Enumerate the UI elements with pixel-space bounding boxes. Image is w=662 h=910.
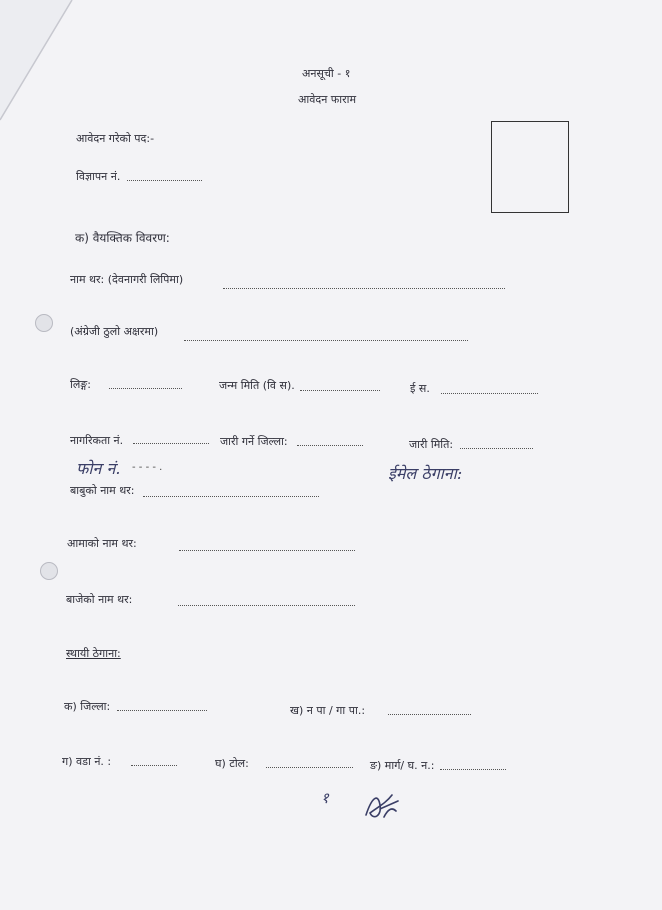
ward-no-label: ग) वडा नं. : [62,755,112,768]
handwritten-phone-label: फोन नं. [76,459,121,478]
punch-hole-bottom [40,562,58,580]
mother-name-label: आमाको नाम थर: [67,537,137,550]
municipality-field[interactable] [388,714,471,715]
punch-hole-top [35,314,53,332]
district-field[interactable] [117,710,207,711]
permanent-address-heading: स्थायी ठेगाना: [66,647,121,660]
tole-label: घ) टोल: [215,757,249,770]
name-english-field[interactable] [184,340,468,341]
marg-field[interactable] [440,769,506,770]
issue-district-field[interactable] [297,445,363,446]
handwritten-page-number: १ [321,789,329,807]
mother-name-field[interactable] [179,550,355,551]
gender-label: लिङ्ग: [70,378,91,391]
citizenship-no-field[interactable] [133,443,209,444]
phone-dots: - - - - . [132,462,163,473]
name-devanagari-field[interactable] [223,288,505,289]
grandfather-name-field[interactable] [178,605,355,606]
dob-ad-label: ई स. [410,382,430,395]
dob-ad-field[interactable] [441,393,538,394]
photo-box [491,121,569,213]
grandfather-name-label: बाजेको नाम थर: [66,593,133,606]
dob-bs-label: जन्म मिति (वि स). [219,379,295,392]
advert-no-field[interactable] [127,180,202,181]
municipality-label: ख) न पा / गा पा.: [290,704,366,717]
advert-no-label: विज्ञापन नं. [76,170,121,183]
district-label: क) जिल्ला: [64,700,111,713]
citizenship-no-label: नागरिकता नं. [70,434,124,447]
father-name-label: बाबुको नाम थर: [70,484,135,497]
section-personal-heading: क) वैयक्तिक विवरण: [75,231,170,245]
marg-label: ङ) मार्ग/ घ. न.: [370,759,435,772]
tole-field[interactable] [266,767,353,768]
schedule-heading: अनसूची - १ [302,67,351,80]
name-english-label: (अंग्रेजी ठुलो अक्षरमा) [70,325,159,338]
issue-district-label: जारी गर्ने जिल्ला: [220,435,288,448]
issue-date-field[interactable] [460,448,533,449]
issue-date-label: जारी मिति: [409,438,454,451]
ward-no-field[interactable] [131,765,177,766]
father-name-field[interactable] [143,496,319,497]
signature-image [358,787,408,827]
name-devanagari-label: नाम थर: (देवनागरी लिपिमा) [70,273,184,286]
dob-bs-field[interactable] [300,390,380,391]
form-title: आवेदन फाराम [298,93,357,106]
gender-field[interactable] [109,388,182,389]
handwritten-email-label: ईमेल ठेगाना: [388,464,463,483]
post-applied-label: आवेदन गरेको पद:- [76,132,155,145]
